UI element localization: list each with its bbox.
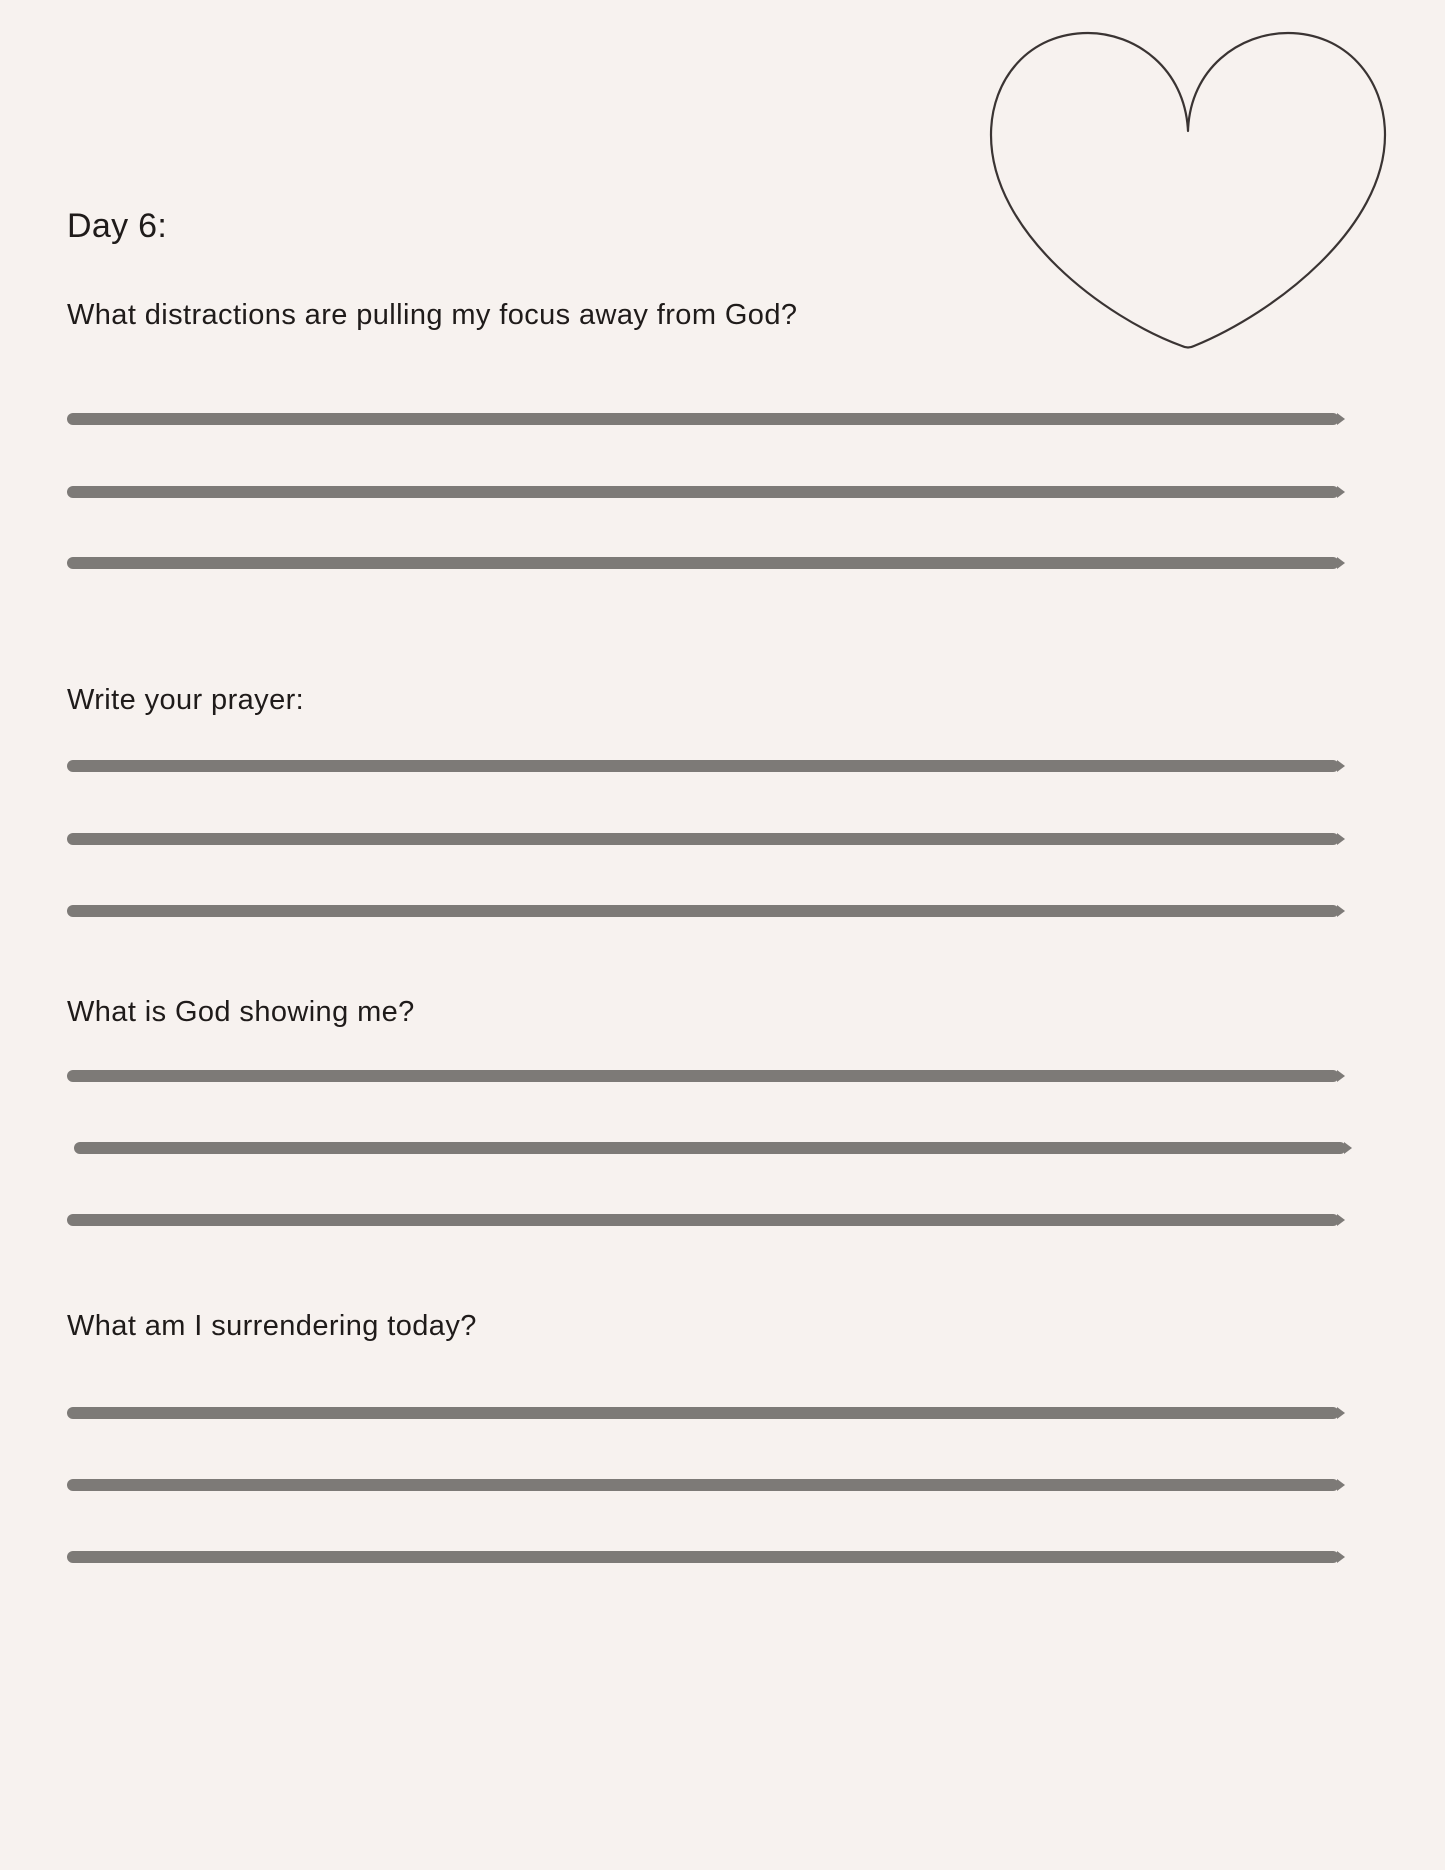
- answer-line[interactable]: [74, 1142, 1346, 1154]
- answer-line[interactable]: [67, 486, 1339, 498]
- answer-line[interactable]: [67, 1407, 1339, 1419]
- answer-line[interactable]: [67, 833, 1339, 845]
- answer-line[interactable]: [67, 760, 1339, 772]
- prompt-prayer: Write your prayer:: [67, 684, 305, 716]
- prompt-distractions: What distractions are pulling my focus away from God?: [67, 299, 798, 331]
- answer-line[interactable]: [67, 905, 1339, 917]
- answer-line[interactable]: [67, 413, 1339, 425]
- answer-line[interactable]: [67, 557, 1339, 569]
- answer-line[interactable]: [67, 1479, 1339, 1491]
- answer-line[interactable]: [67, 1070, 1339, 1082]
- answer-line[interactable]: [67, 1551, 1339, 1563]
- day-title: Day 6:: [67, 207, 168, 245]
- heart-outline-icon: [985, 28, 1405, 358]
- prompt-surrendering: What am I surrendering today?: [67, 1310, 477, 1342]
- prompt-god-showing: What is God showing me?: [67, 996, 415, 1028]
- answer-line[interactable]: [67, 1214, 1339, 1226]
